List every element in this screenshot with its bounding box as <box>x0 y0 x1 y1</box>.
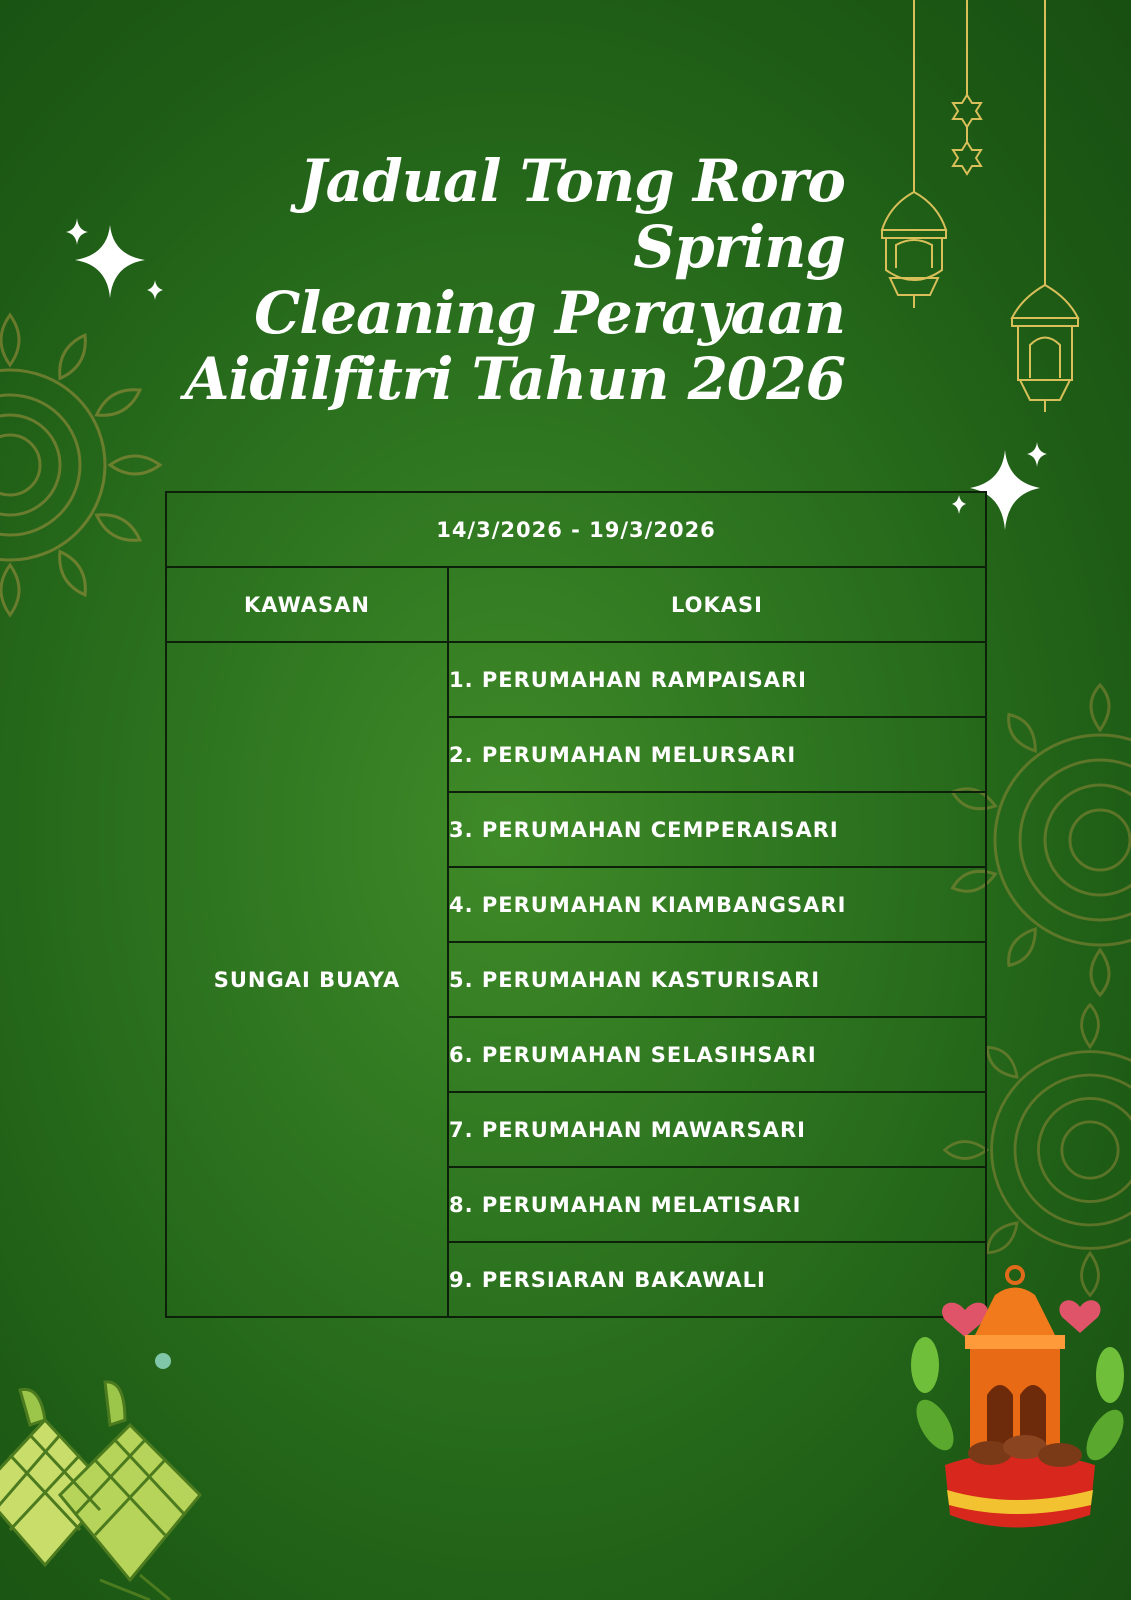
header-kawasan: KAWASAN <box>166 567 448 642</box>
header-lokasi: LOKASI <box>448 567 986 642</box>
title-line-3: Aidilfitri Tahun 2026 <box>184 345 845 413</box>
date-row <box>166 492 986 567</box>
location-cell: 6. PERUMAHAN SELASIHSARI <box>448 1017 986 1092</box>
page-title <box>100 148 845 412</box>
location-cell: 4. PERUMAHAN KIAMBANGSARI <box>448 867 986 942</box>
ketupat-icon <box>0 1380 250 1600</box>
location-cell: 9. PERSIARAN BAKAWALI <box>448 1242 986 1317</box>
title-line-2: Cleaning Perayaan <box>254 279 845 347</box>
area-cell: SUNGAI BUAYA <box>166 642 448 1317</box>
heart-icon <box>1059 1300 1100 1333</box>
location-cell: 2. PERUMAHAN MELURSARI <box>448 717 986 792</box>
schedule-table <box>165 491 987 1318</box>
location-cell: 3. PERUMAHAN CEMPERAISARI <box>448 792 986 867</box>
hanging-lantern-icon <box>860 0 1100 420</box>
location-cell: 1. PERUMAHAN RAMPAISARI <box>448 642 986 717</box>
location-cell: 8. PERUMAHAN MELATISARI <box>448 1167 986 1242</box>
title-line-1: Jadual Tong Roro Spring <box>299 147 845 281</box>
dot-decoration <box>155 1353 171 1369</box>
table-row <box>166 642 986 717</box>
location-cell: 7. PERUMAHAN MAWARSARI <box>448 1092 986 1167</box>
date-range: 14/3/2026 - 19/3/2026 <box>166 492 986 567</box>
location-cell: 5. PERUMAHAN KASTURISARI <box>448 942 986 1017</box>
header-row <box>166 567 986 642</box>
orange-lantern-icon <box>905 1265 1131 1555</box>
